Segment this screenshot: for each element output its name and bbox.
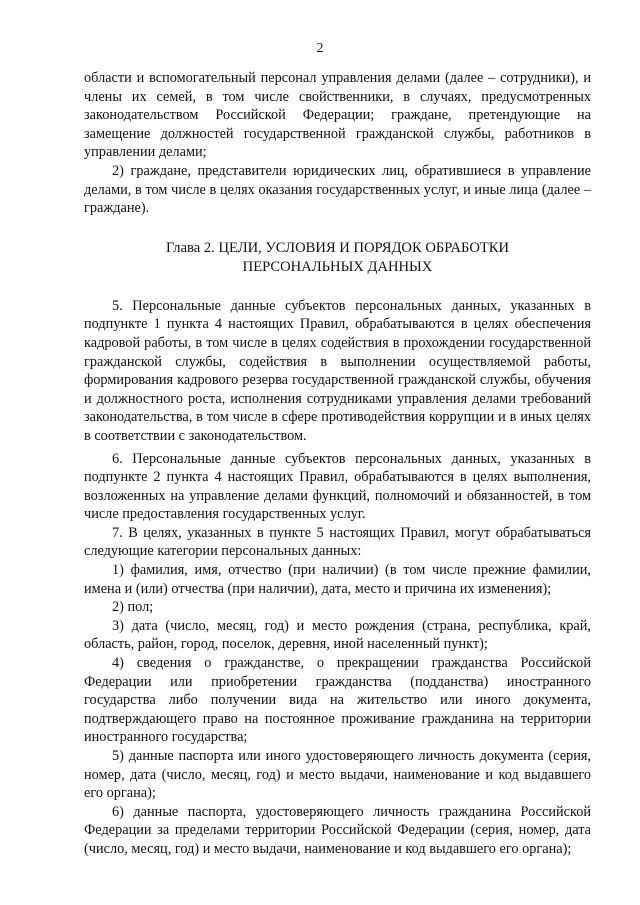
paragraph-5: 5. Персональные данные субъектов персональных данных, указанных в подпункте 1 пункта 4 настоящих Правил, обрабатываются в целях обеспечения кадровой работы, в том числе в целях содействия в прохождении государственной гражданской службы, содействия в выполнении осуществляемой работы, формирования кадрового резерва государственной гражданской службы, обучения и должностного роста, исполнения сотрудниками управления делами требований законодательства, в том числе в сфере противодействия коррупции и в иных целях в соответствии с законодательством. (84, 297, 591, 444)
chapter-title-line-2: ПЕРСОНАЛЬНЫХ ДАННЫХ (242, 258, 433, 275)
intro-paragraph-2: 2) граждане, представители юридических лиц, обратившиеся в управление делами, в том числе в целях оказания государственных услуг, и иные лица (далее – граждане). (84, 162, 591, 217)
list-item-3: 3) дата (число, месяц, год) и место рождения (страна, республика, край, область, район, город, поселок, деревня, иной населенный пункт); (84, 617, 591, 653)
paragraph-6: 6. Персональные данные субъектов персональных данных, указанных в подпункте 2 пункта 4 настоящих Правил, обрабатываются в целях выполнения, возложенных на управление делами функций, полномочий и обязанностей, в том числе предоставления государственных услуг. (84, 450, 591, 523)
list-item-6: 6) данные паспорта, удостоверяющего личность гражданина Российской Федерации за пределами территории Российской Федерации (серия, номер, дата (число, месяц, год) и место выдачи, наименование и код выдавшего его органа); (84, 803, 591, 857)
list-item-1: 1) фамилия, имя, отчество (при наличии) (в том числе прежние фамилии, имена и (или) отчества (при наличии), дата, место и причина их изменения); (84, 562, 591, 597)
chapter-title (84, 239, 591, 277)
list-item-4: 4) сведения о гражданстве, о прекращении гражданства Российской Федерации или приобретении гражданства (подданства) иностранного государства либо получении вида на жительство или иного документа, подтверждающего право на постоянное проживание гражданина на территории иностранного государства; (84, 655, 591, 746)
list-item-5: 5) данные паспорта или иного удостоверяющего личность документа (серия, номер, дата (число, месяц, год) и место выдачи, наименование и код выдавшего его органа); (84, 748, 591, 802)
paragraph-7: 7. В целях, указанных в пункте 5 настоящих Правил, могут обрабатываться следующие категории персональных данных: (84, 524, 591, 560)
chapter-title-line-1: Глава 2. ЦЕЛИ, УСЛОВИЯ И ПОРЯДОК ОБРАБОТКИ (165, 239, 510, 256)
intro-paragraph-1: области и вспомогательный персонал управления делами (далее – сотрудники), и члены их семей, в том числе свойственники, в случаях, предусмотренных законодательством Российской Федерации; граждане, претендующие на замещение должностей государственной гражданской службы, работников в управлении делами; (84, 70, 591, 161)
page-number: 2 (316, 41, 324, 56)
document-body (84, 69, 591, 859)
list-item-2: 2) пол; (112, 599, 154, 616)
